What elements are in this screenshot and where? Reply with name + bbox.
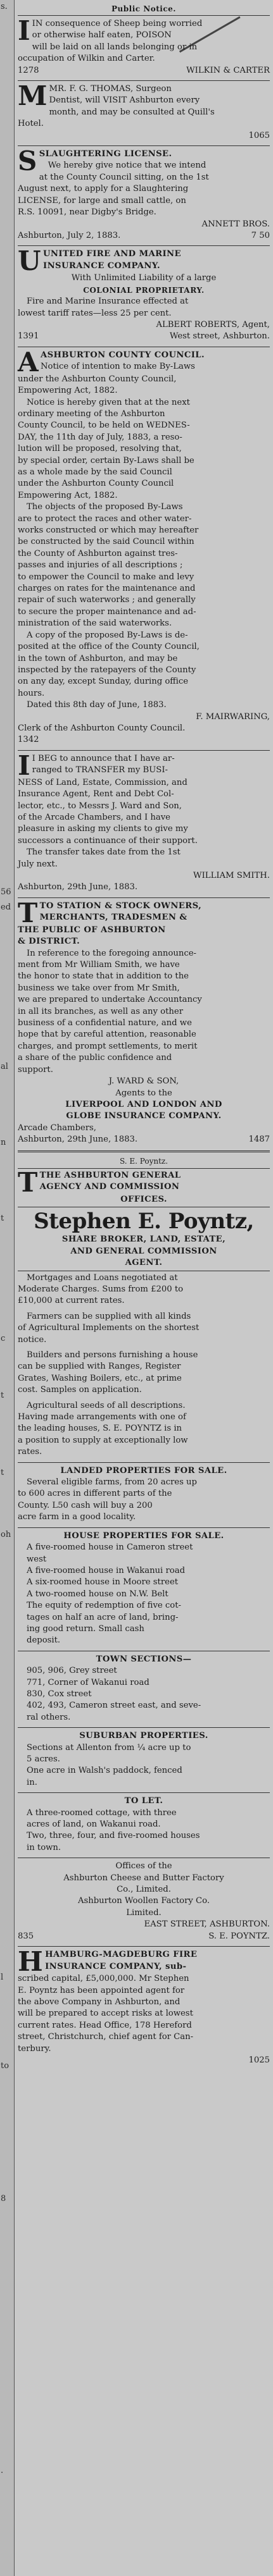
ad-sheep-poison: IIN consequence of Sheep being worried or otherwise half eaten, POISON will be laid on all lands belonging or in occupation of Wilkin and Carter. 1278 WILKIN & CARTER	[18, 15, 270, 75]
section-suburban-properties: SUBURBAN PROPERTIES. Sections at Allenton from ¼ acre up to 5 acres. One acre in Walsh's paddock, fenced in.	[27, 1731, 208, 1787]
advertisement-column	[18, 0, 270, 2069]
gutter-text: c	[1, 1334, 6, 1343]
gutter-text: ed	[1, 903, 11, 912]
column-header: Public Notice.	[111, 4, 176, 13]
ad-ward-and-son: TTO STATION & STOCK OWNERS, MERCHANTS, TRADESMEN & THE PUBLIC OF ASHBURTON & DISTRICT. In reference to the foregoing announce- ment from Mr William Smith, we have the honor to state that in addition to the business we take over from Mr Smith, we are prepared to undertake Accountancy in all its branches, as well as any other business of a confidential nature, and we hope that by careful attention, reasonable charges, and prompt settlements, to merit a share of the public confidence and support. J. WARD & SON, Agents to the LIVERPOOL AND LONDON AND GLOBE INSURANCE COMPANY. Arcade Chambers, Ashburton, 29th June, 1883. 1487	[18, 897, 270, 1145]
poyntz-name: Stephen E. Poyntz,	[34, 1209, 254, 1235]
ad-dentist-thomas: MMR. F. G. THOMAS, Surgeon Dentist, will VISIT Ashburton every month, and may be consulted at Quill's Hotel. 1065	[18, 80, 270, 140]
section-landed-properties: LANDED PROPERTIES FOR SALE. Several eligible farms, from 20 acres up to 600 acres in different parts of the County. L50 cash will buy a 200 acre farm in a good locality.	[18, 1465, 227, 1522]
section-offices: Offices of the Ashburton Cheese and Butter Factory Co., Limited. Ashburton Woollen Factory Co. Limited. EAST STREET, ASHBURTON. 835 S. E. POYNTZ.	[18, 1861, 270, 1941]
gutter-text: s.	[1, 2, 8, 11]
section-town-sections: TOWN SECTIONS— 905, 906, Grey street 771, Corner of Wakanui road 830, Cox street 402, 493, Cameron street east, and seve- ral others.	[27, 1654, 201, 1722]
ad-united-fire-marine: UUNITED FIRE AND MARINE INSURANCE COMPANY. With Unlimited Liability of a large COLONIAL PROPRIETARY. Fire and Marine Insurance effected at lowest tariff rates—less 25 per cent. ALBERT ROBERTS, Agent, 1391 West street, Ashburton.	[18, 245, 270, 342]
gutter-text: t	[1, 1214, 4, 1223]
gutter-text: t	[1, 1468, 4, 1477]
section-to-let: TO LET. A three-roomed cottage, with three acres of land, on Wakanui road. Two, three, four, and five-roomed houses in town.	[27, 1796, 200, 1852]
left-column-fragment	[0, 0, 15, 2576]
gutter-text: l	[1, 1973, 4, 1982]
ad-hamburg-magdeburg: HHAMBURG-MAGDEBURG FIRE INSURANCE COMPANY, sub- scribed capital, £5,000,000. Mr Stephen E. Poyntz has been appointed agent for the above Company in Ashburton, and will be prepared to accept risks at lowest current rates. Head Office, 178 Hereford street, Christchurch, chief agent for Can- terbury. 1025	[18, 1946, 270, 2065]
gutter-text: t	[1, 1391, 4, 1400]
gutter-text: 56	[1, 887, 11, 897]
gutter-text: oh	[1, 1530, 11, 1539]
ad-william-smith-transfer: I I BEG to announce that I have ar- ranged to TRANSFER my BUSI- NESS of Land, Estate, Commission, and Insurance Agent, Rent and Debt Col- lector, etc., to Messrs J. Ward and Son, of the Arcade Chambers, and I have pleasure in asking my clients to give my successors a continuance of their support. The transfer takes date from the 1st July next. WILLIAM SMITH. Ashburton, 29th June, 1883.	[18, 749, 270, 892]
ad-poyntz: S. E. Poyntz. TTHE ASHBURTON GENERAL AGENCY AND COMMISSION OFFICES. Stephen E. Poyntz, SHARE BROKER, LAND, ESTATE, AND GENERAL COMMISSION AGENT. Mortgages and Loans negotiated at Moderate Charges. Sums from £200 to £10,000 at current rates. Farmers can be supplied with all kinds of Agricultural Implements on the shortest notice. Builders and persons furnishing a house can be supplied with Ranges, Register Grates, Washing Boilers, etc., at prime cost. Samples on application. Agricultural seeds of all descriptions. Having made arrangements with one of the leading houses, S. E. POYNTZ is in a position to supply at exceptionally low rates.	[18, 1154, 270, 1461]
gutter-text: al	[1, 1062, 8, 1071]
gutter-text: to	[1, 2061, 10, 2071]
gutter-text: .	[1, 2466, 4, 2475]
ad-slaughtering-license: SSLAUGHTERING LICENSE. We hereby give notice that we intend at the County Council sitting, on the 1st August next, to apply for a Slaughtering LICENSE, for large and small cattle, on R.S. 10091, near Digby's Bridge. ANNETT BROS. Ashburton, July 2, 1883. 7 50	[18, 145, 270, 240]
gutter-text: 8	[1, 2194, 6, 2203]
gutter-text: n	[1, 1138, 6, 1147]
section-house-properties: HOUSE PROPERTIES FOR SALE. A five-roomed house in Cameron street west A five-roomed house in Wakanui road A six-roomed house in Moore street A two-roomed house on N.W. Belt The equity of redemption of five cot- tages on half an acre of land, bring- ing good return. Small cash deposit.	[27, 1531, 224, 1646]
ad-county-council: AASHBURTON COUNTY COUNCIL. Notice of intention to make By-Laws under the Ashburton County Council, Empowering Act, 1882. Notice is hereby given that at the next ordinary meeting of the Ashburton County Council, to be held on WEDNES- DAY, the 11th day of July, 1883, a reso- lution will be proposed, resolving that, by special order, certain By-Laws shall be as a whole made by the said Council under the Ashburton County Council Empowering Act, 1882. The objects of the proposed By-Laws are to protect the races and other water- works constructed or which may hereafter be constructed by the said Council within the County of Ashburton against tres- passes and injuries of all descriptions ; to empower the Council to make and levy charges on rates for the maintenance and repair of such waterworks ; and generally to secure the proper maintenance and ad- ministration of the said waterworks. A copy of the proposed By-Laws is de- posited at the office of the County Council, in the town of Ashburton, and may be inspected by the ratepayers of the County on any day, except Sunday, during office hours. Dated this 8th day of June, 1883. F. MAIRWARING, Clerk of the Ashburton County Council. 1342	[18, 346, 270, 745]
